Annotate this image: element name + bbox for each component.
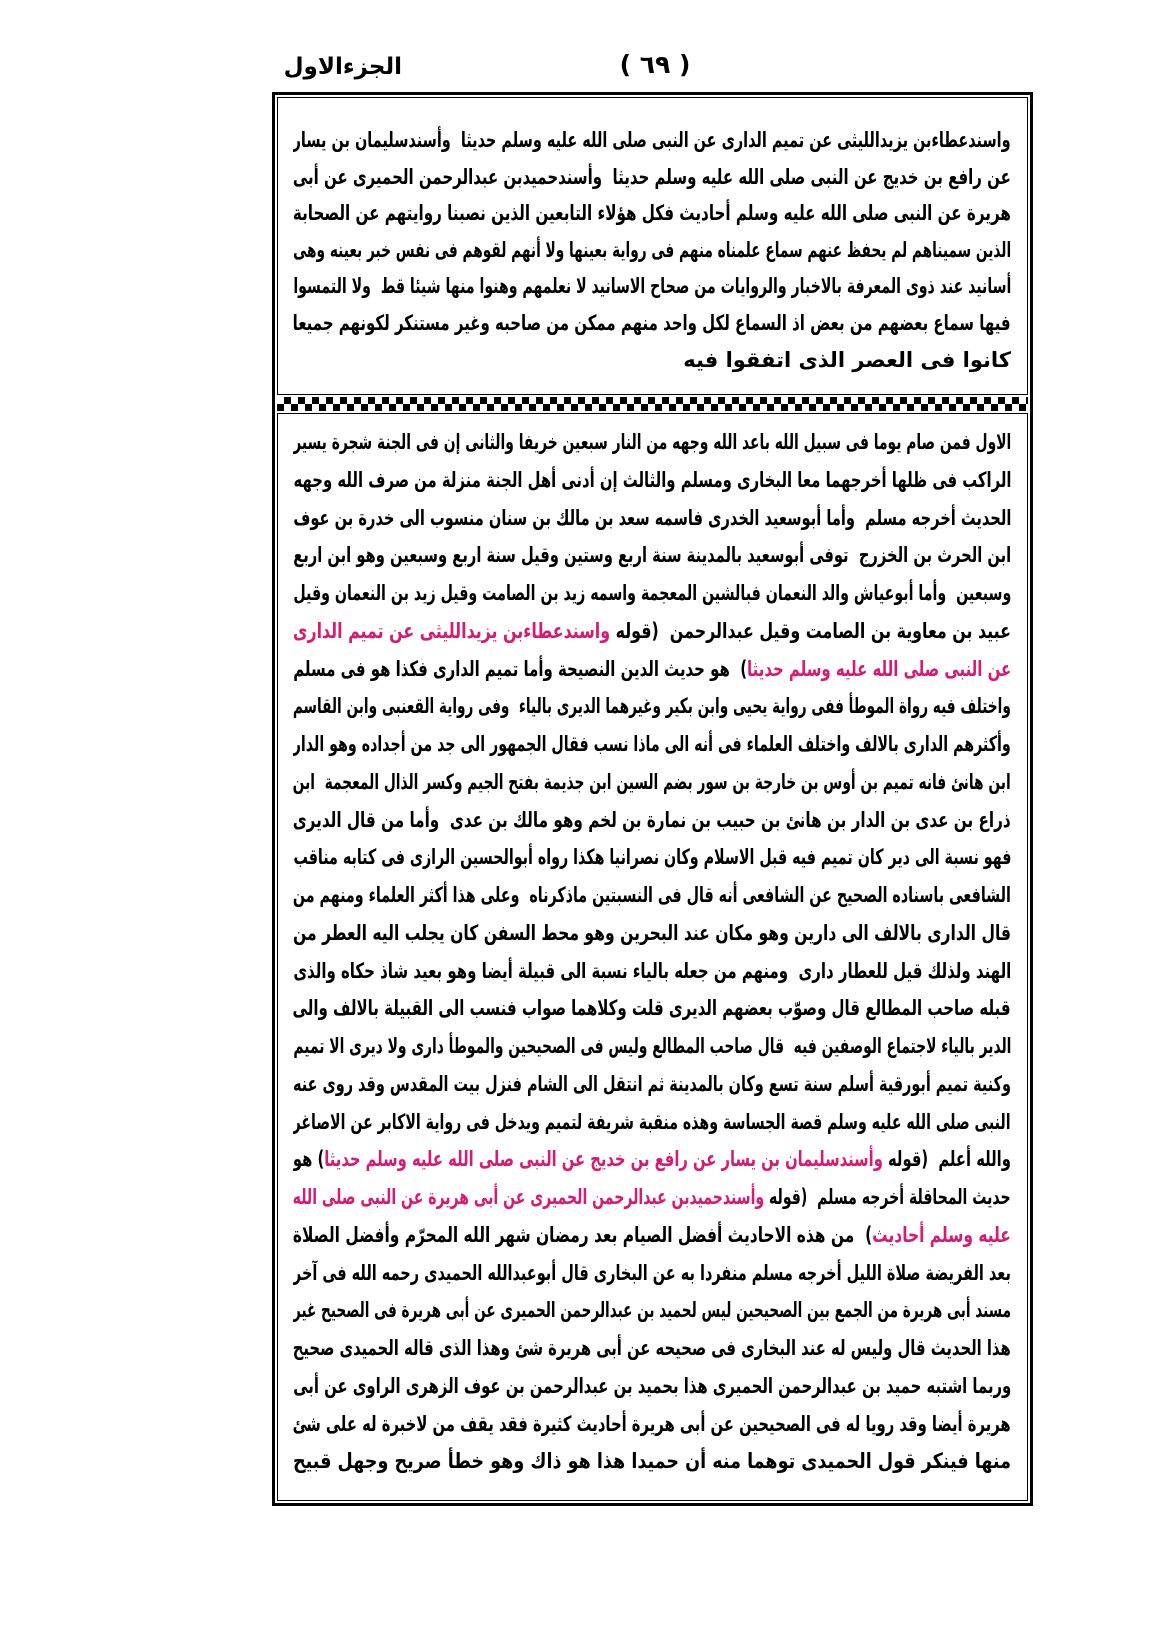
text-segment: وربما اشتبه حميد بن عبدالرحمن الحميرى هذا بحميد بن عبدالرحمن بن عوف الزهرى الراوى عن أبى [293, 1373, 1011, 1398]
commentary-text-block [293, 424, 1011, 1481]
text-line [293, 839, 1011, 877]
line-text [293, 1141, 1011, 1179]
text-segment: قبله صاحب المطالع قال وصوّب بعضهم الديرى قلت وكلاهما صواب فنسب الى القبيلة بالالف والى [293, 996, 1011, 1021]
text-segment: فهو نسبة الى دير كان تميم فيه قبل الاسلام وكان نصرانيا هكذا رواه أبوالحسين الرازى فى كتابه مناقب [293, 845, 1011, 870]
text-line [293, 1443, 1011, 1481]
line-text [293, 195, 1011, 232]
line-text [293, 1104, 1011, 1142]
text-line [293, 1179, 1011, 1217]
text-segment: وأكثرهم الدارى بالالف واختلف العلماء فى أنه الى ماذا نسب فقال الجمهور الى جد من أجداده وهو الدار [293, 732, 1011, 756]
text-line [293, 953, 1011, 991]
line-text [293, 953, 1011, 991]
text-segment: واسندعطاءبن يزيدالليثى عن تميم الدارى عن النبى صلى الله عليه وسلم حديثا وأسندسليمان بن يسار [293, 128, 1011, 152]
text-segment: قال الدارى بالالف الى دارين وهو مكان عند البحرين وهو محط السفن كان يجلب اليه العطر من [293, 920, 1011, 945]
text-segment: الدير بالياء لاجتماع الوصفين فيه قال صاحب المطالع وليس فى الصحيحين والموطأ دارى ولا ديرى الا تميم [293, 1034, 1011, 1058]
text-segment: ) هو حديث الدين النصيحة وأما تميم الدارى فكذا هو فى مسلم [293, 656, 747, 681]
text-segment: وسبعين وأما أبوعياش والد النعمان فبالشين المعجمة واسمه زيد بن الصامت وقيل زيد بن النعمان وقيل [293, 581, 1011, 605]
line-text [683, 342, 1011, 379]
text-segment: ابن الحرث بن الخزرج توفى أبوسعيد بالمدينة سنة اربع وستين وقيل سنة اربع وسبعين وهو ابن اربع [293, 543, 1011, 568]
line-text [293, 839, 1011, 877]
line-text [293, 537, 1011, 575]
text-line [293, 1066, 1011, 1104]
line-text [293, 1406, 1011, 1444]
checkered-divider [277, 394, 1028, 414]
text-segment: بعد الفريضة صلاة الليل أخرجه مسلم منفردا به عن البخارى قال أبوعبدالله الحميدى رحمه الله فى آخر [293, 1260, 1011, 1285]
text-segment: واختلف فيه رواة الموطأ ففى رواية يحيى وابن بكير وغيرهما الديرى بالياء وفى رواية القعنبى وابن القاسم [293, 694, 1011, 719]
text-segment: ) من هذه الاحاديث أفضل الصيام بعد رمضان شهر الله المحرّم وأفضل الصلاة [293, 1222, 873, 1247]
line-text [293, 159, 1011, 196]
text-segment: عبيد بن معاوية بن الصامت وقيل عبدالرحمن (قوله [610, 618, 1011, 643]
checker-pattern [277, 397, 1028, 411]
text-line [293, 802, 1011, 840]
line-text [293, 802, 1011, 840]
text-segment: والله أعلم (قوله [882, 1147, 1011, 1172]
line-text [293, 122, 1011, 159]
text-segment: عن رافع بن خديج عن النبى صلى الله عليه وسلم حديثا وأسندحميدبن عبدالرحمن الحميرى عن أبى [293, 164, 1011, 189]
line-text [293, 500, 1011, 538]
text-segment: هذا الحديث قال وليس له عند البخارى فى صحيحه عن أبى هريرة شئ وهذا الذى قاله الحميدى صحيح [293, 1336, 1011, 1360]
text-line [293, 651, 1011, 689]
line-text [293, 1028, 1011, 1066]
text-segment: الذين سميناهم لم يحفظ عنهم سماع علمناه منهم فى رواية بعينها ولا أنهم لقوهم فى نفس خبر بعينه وهى [293, 237, 1011, 262]
line-text [293, 764, 1011, 802]
line-text [293, 726, 1011, 764]
highlighted-quote: وأسندحميدبن عبدالرحمن الحميرى عن أبى هريرة عن النبى صلى الله [293, 1185, 765, 1209]
line-text [293, 305, 1011, 342]
line-text [293, 424, 1011, 462]
matn-text-block [293, 122, 1011, 378]
highlighted-quote: واسندعطاءبن يزيدالليثى عن تميم الدارى [293, 618, 611, 643]
line-text [293, 1292, 1011, 1330]
text-line [293, 159, 1011, 196]
text-segment: النبى صلى الله عليه وسلم قصة الجساسة وهذه منقبة شريفة لتميم ويدخل فى رواية الاكابر عن الاصاغر [293, 1109, 1011, 1134]
text-segment: ذراع بن عدى بن الدار بن هانئ بن حبيب بن نمارة بن لخم وهو مالك بن عدى وأما من قال الديرى [293, 807, 1011, 832]
text-line [293, 877, 1011, 915]
line-text [293, 1443, 1011, 1481]
text-line [293, 1292, 1011, 1330]
text-line [293, 688, 1011, 726]
line-text [293, 1066, 1011, 1104]
text-segment: ) هو [293, 1147, 325, 1172]
text-line [293, 575, 1011, 613]
text-line [293, 537, 1011, 575]
text-line [293, 195, 1011, 232]
line-text [293, 688, 1011, 726]
text-segment: الشافعى باسناده الصحيح عن الشافعى أنه قال فى النسبتين ماذكرناه وعلى هذا أكثر العلماء ومنهم من [293, 883, 1011, 907]
text-line [293, 1330, 1011, 1368]
text-line [293, 1217, 1011, 1255]
text-line [293, 1368, 1011, 1406]
text-segment: الحديث أخرجه مسلم وأما أبوسعيد الخدرى فاسمه سعد بن مالك بن سنان منسوب الى خدرة بن عوف [293, 505, 1011, 530]
line-text [293, 990, 1011, 1028]
line-text [293, 1179, 1011, 1217]
text-line [293, 764, 1011, 802]
highlighted-quote: عن النبى صلى الله عليه وسلم حديثا [746, 656, 1011, 681]
text-segment: كانوا فى العصر الذى اتفقوا فيه [683, 347, 1011, 372]
page-number: ( ٦٩ ) [619, 50, 691, 79]
text-line [293, 990, 1011, 1028]
text-line [293, 122, 1011, 159]
line-text [293, 462, 1011, 500]
text-line [293, 1141, 1011, 1179]
text-line [293, 1255, 1011, 1293]
text-segment: مسند أبى هريرة من الجمع بين الصحيحين ليس لحميد بن عبدالرحمن الحميرى عن أبى هريرة فى الصحيح غير [293, 1298, 1011, 1323]
text-line [293, 268, 1011, 305]
text-line [293, 305, 1011, 342]
volume-label: الجزءالاول [283, 54, 402, 80]
text-segment: الراكب فى ظلها أخرجهما معا البخارى ومسلم والثالث إن أدنى أهل الجنة منزلة من صرف الله وجهه [293, 467, 1011, 492]
line-text [293, 915, 1011, 953]
line-text [293, 1330, 1011, 1368]
text-line [293, 726, 1011, 764]
line-text [293, 1255, 1011, 1293]
text-segment: ابن هانئ فانه تميم بن أوس بن خارجة بن سور بضم السين ابن جذيمة بفتح الجيم وكسر الذال المعجمة ابن [293, 769, 1011, 794]
highlighted-quote: وأسندسليمان بن يسار عن رافع بن خديج عن النبى صلى الله عليه وسلم حديثا [324, 1147, 883, 1172]
text-segment: الاول فمن صام يوما فى سبيل الله باعد الله وجهه من النار سبعين خريفا والثانى إن فى الجنة شجرة يسير [293, 430, 1011, 454]
text-segment: حديث المحاقلة أخرجه مسلم (قوله [764, 1185, 1011, 1209]
text-segment: وكنية تميم أبورقية أسلم سنة تسع وكان بالمدينة ثم انتقل الى الشام فنزل بيت المقدس وقد روى عنه [293, 1071, 1011, 1096]
text-segment: الهند ولذلك قيل للعطار دارى ومنهم من جعله بالياء نسبة الى قبيلة أيضا وهو بعيد شاذ حكاه والذى [293, 958, 1011, 983]
text-line [293, 915, 1011, 953]
line-text [293, 575, 1011, 613]
text-segment: منها فينكر قول الحميدى توهما منه أن حميدا هذا هو ذاك وهو خطأ صريح وجهل قبيح [293, 1449, 1011, 1474]
text-line [293, 424, 1011, 462]
line-text [293, 232, 1011, 269]
text-line [293, 1028, 1011, 1066]
text-segment: هريرة أيضا وقد رويا له فى الصحيحين عن أبى هريرة أحاديث كثيرة فقد يقف من لاخبرة له على شئ [293, 1411, 1011, 1436]
text-line [293, 500, 1011, 538]
line-text [293, 877, 1011, 915]
text-segment: فيها سماع بعضهم من بعض اذ السماع لكل واحد منهم ممكن من صاحبه وغير مستنكر لكونهم جميعا [293, 310, 1011, 335]
text-segment: هريرة عن النبى صلى الله عليه وسلم أحاديث فكل هؤلاء التابعين الذين نصبنا روايتهم عن الصحابة [293, 201, 1011, 226]
text-line [293, 1406, 1011, 1444]
line-text [293, 651, 1011, 689]
highlighted-quote: عليه وسلم أحاديث [872, 1222, 1011, 1247]
line-text [293, 613, 1011, 651]
text-line [293, 613, 1011, 651]
line-text [293, 1368, 1011, 1406]
line-text [293, 268, 1011, 305]
text-line [293, 342, 1011, 379]
text-line [293, 232, 1011, 269]
line-text [293, 1217, 1011, 1255]
text-line [293, 462, 1011, 500]
text-line [293, 1104, 1011, 1142]
text-segment: أسانيد عند ذوى المعرفة بالاخبار والروايات من صحاح الاسانيد لا نعلمهم وهنوا منها شيئا قط ولا التمسوا [293, 274, 1011, 299]
